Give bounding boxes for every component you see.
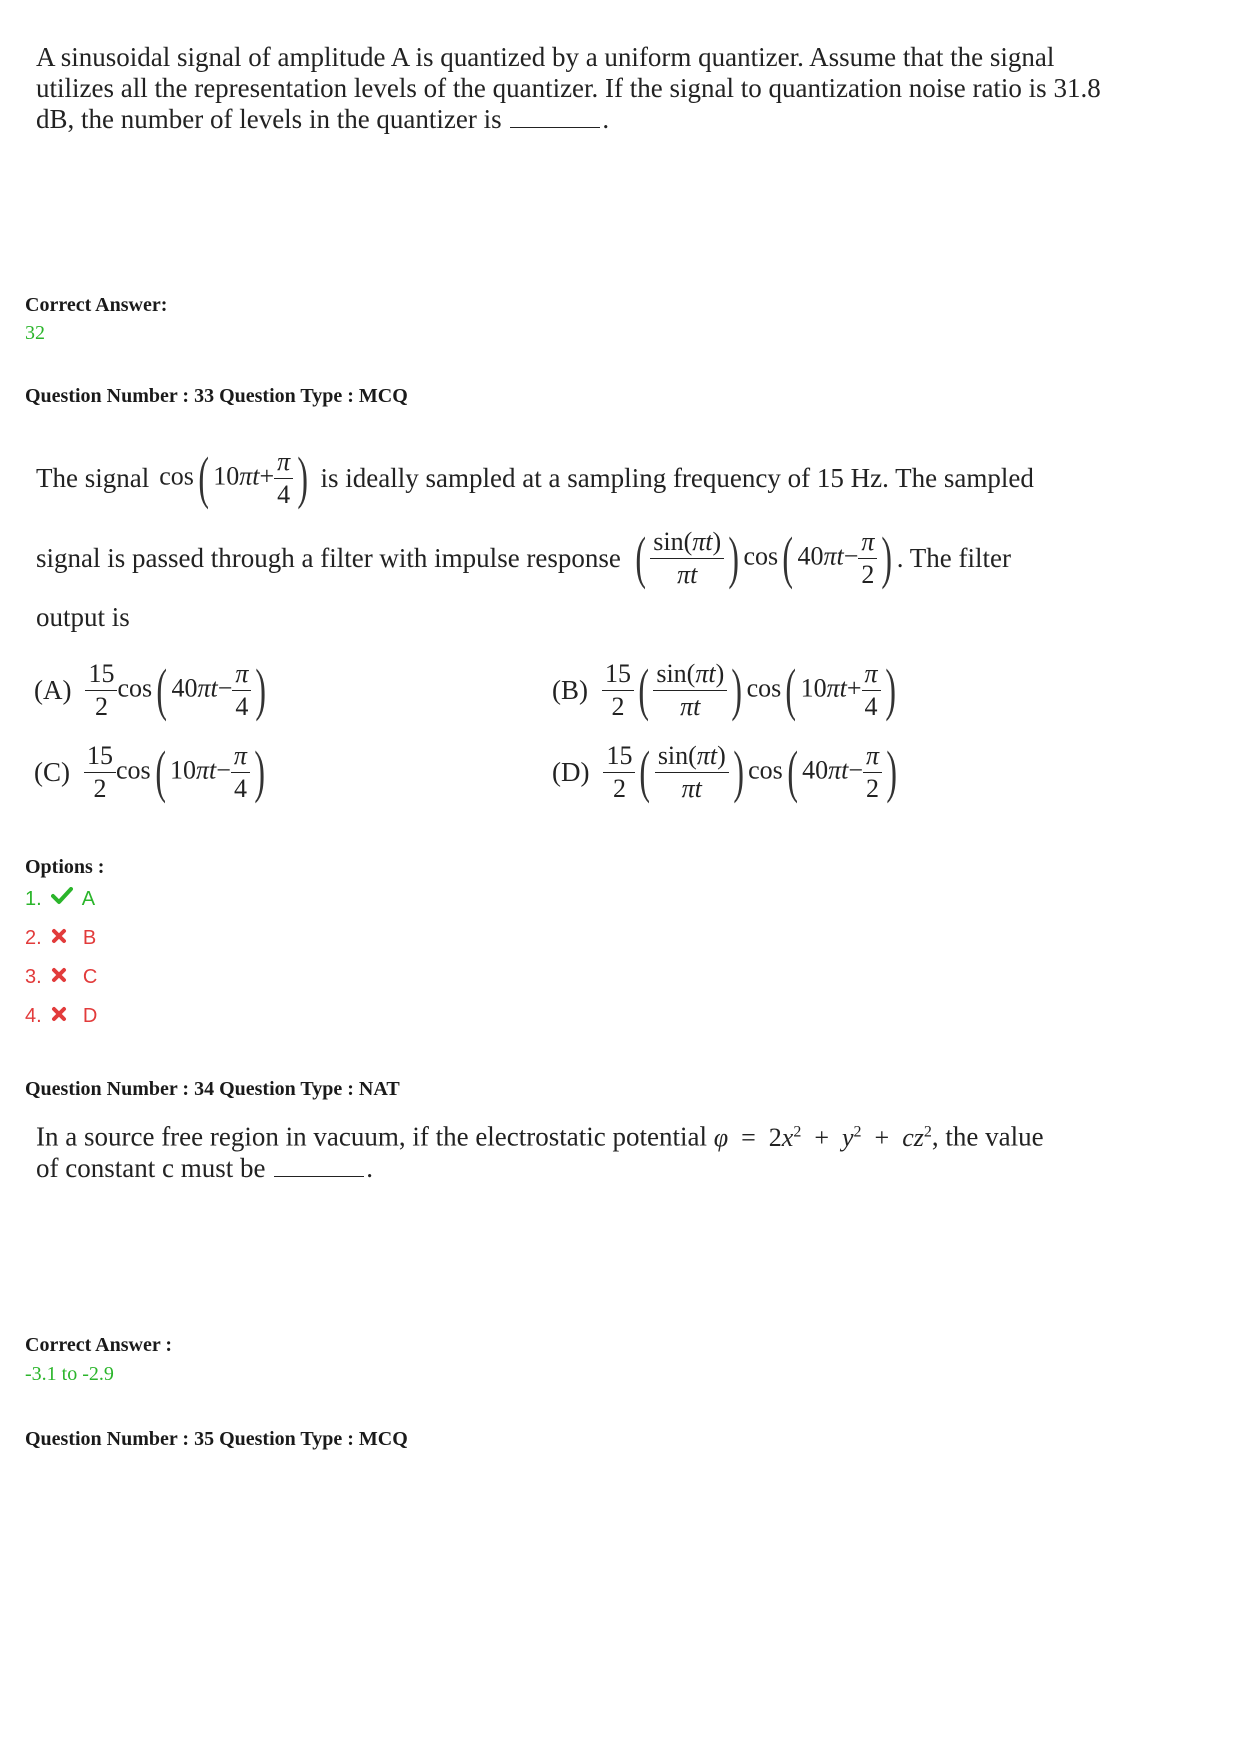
q34-text xyxy=(36,1116,1136,1184)
option-1-number: 1. xyxy=(25,888,42,910)
q34-header: Question Number : 34 Question Type : NAT xyxy=(25,1078,400,1100)
q32-line-2: utilizes all the representation levels of the quantizer. If the signal to quantization noise ratio is 31.8 xyxy=(36,73,1101,103)
signal-expression: cos( 10πt+ $\frac{\pi}{4}$ ) xyxy=(159,445,309,510)
cross-icon xyxy=(51,1005,73,1028)
q32-text xyxy=(36,42,1116,135)
q33-line-2-pre: signal is passed through a filter with impulse response xyxy=(36,542,621,573)
q34-line-2: of constant c must be . xyxy=(36,1152,373,1183)
choice-d-expression: $\frac{15}{2}$ ( $\frac{\sin(\pi t)}{\pi t}$ ) cos( 40πt− $\frac{\pi}{2}$ ) xyxy=(603,743,901,802)
choice-a xyxy=(34,650,271,730)
choice-b xyxy=(552,650,900,730)
q33-header: Question Number : 33 Question Type : MCQ xyxy=(25,385,408,407)
options-label: Options : xyxy=(25,856,105,878)
option-4-text: D xyxy=(82,1005,98,1027)
choice-b-expression: $\frac{15}{2}$ ( $\frac{\sin(\pi t)}{\pi t}$ ) cos( 10πt+ $\frac{\pi}{4}$ ) xyxy=(602,661,900,720)
choice-b-label: (B) xyxy=(552,674,588,705)
choice-c-label: (C) xyxy=(34,756,70,787)
choice-d-label: (D) xyxy=(552,756,590,787)
q32-correct-answer-label: Correct Answer: xyxy=(25,294,168,316)
q34-line-1-post: , the value xyxy=(931,1121,1044,1152)
choice-a-expression: $\frac{15}{2}$ cos( 40πt− $\frac{\pi}{4}$ ) xyxy=(85,661,270,720)
q35-header: Question Number : 35 Question Type : MCQ xyxy=(25,1428,408,1450)
choice-a-label: (A) xyxy=(34,674,72,705)
option-3-number: 3. xyxy=(25,966,42,988)
choice-d xyxy=(552,732,901,812)
answer-blank xyxy=(510,127,600,128)
q34-line-1 xyxy=(36,1116,1136,1153)
q32-correct-answer: 32 xyxy=(25,322,45,344)
q32-line-3: dB, the number of levels in the quantizer is . xyxy=(36,104,610,134)
option-1 xyxy=(25,887,95,911)
q33-line-1-post: is ideally sampled at a sampling frequency of 15 Hz. The sampled xyxy=(320,462,1034,493)
option-2-text: B xyxy=(82,927,97,949)
option-2 xyxy=(25,927,96,950)
q32-line-3-text: dB, the number of levels in the quantizer is xyxy=(36,104,502,134)
q33-line-2 xyxy=(36,518,1011,598)
q33-line-1 xyxy=(36,440,1034,516)
q33-line-2-post: . The filter xyxy=(896,542,1011,573)
q34-correct-answer: -3.1 to -2.9 xyxy=(25,1363,114,1385)
q34-line-1-pre: In a source free region in vacuum, if the electrostatic potential xyxy=(36,1121,707,1152)
q34-correct-answer-label: Correct Answer : xyxy=(25,1334,172,1356)
option-2-number: 2. xyxy=(25,927,42,949)
q32-line-1: A sinusoidal signal of amplitude A is quantized by a uniform quantizer. Assume that the signal xyxy=(36,42,1055,72)
option-4-number: 4. xyxy=(25,1005,42,1027)
q34-line-2-text: of constant c must be xyxy=(36,1152,266,1183)
potential-expression: $\varphi = 2x^2 + y^2 + cz^2$ xyxy=(713,1122,932,1152)
choice-c-expression: $\frac{15}{2}$ cos( 10πt− $\frac{\pi}{4}$ ) xyxy=(84,743,269,802)
option-1-text: A xyxy=(81,888,96,910)
option-4 xyxy=(25,1005,97,1028)
option-3 xyxy=(25,966,97,989)
cross-icon xyxy=(51,966,73,989)
cross-icon xyxy=(51,927,73,950)
choice-c xyxy=(34,732,269,812)
answer-blank xyxy=(274,1176,364,1177)
check-icon xyxy=(51,887,73,911)
q33-line-1-pre: The signal xyxy=(36,462,150,493)
q33-line-3: output is xyxy=(36,602,130,632)
impulse-response-expression: ( $\frac{\sin(\pi t)}{\pi t}$ ) cos( 40πt− $\frac{\pi}{2}$ ) xyxy=(635,525,893,590)
option-3-text: C xyxy=(82,966,98,988)
